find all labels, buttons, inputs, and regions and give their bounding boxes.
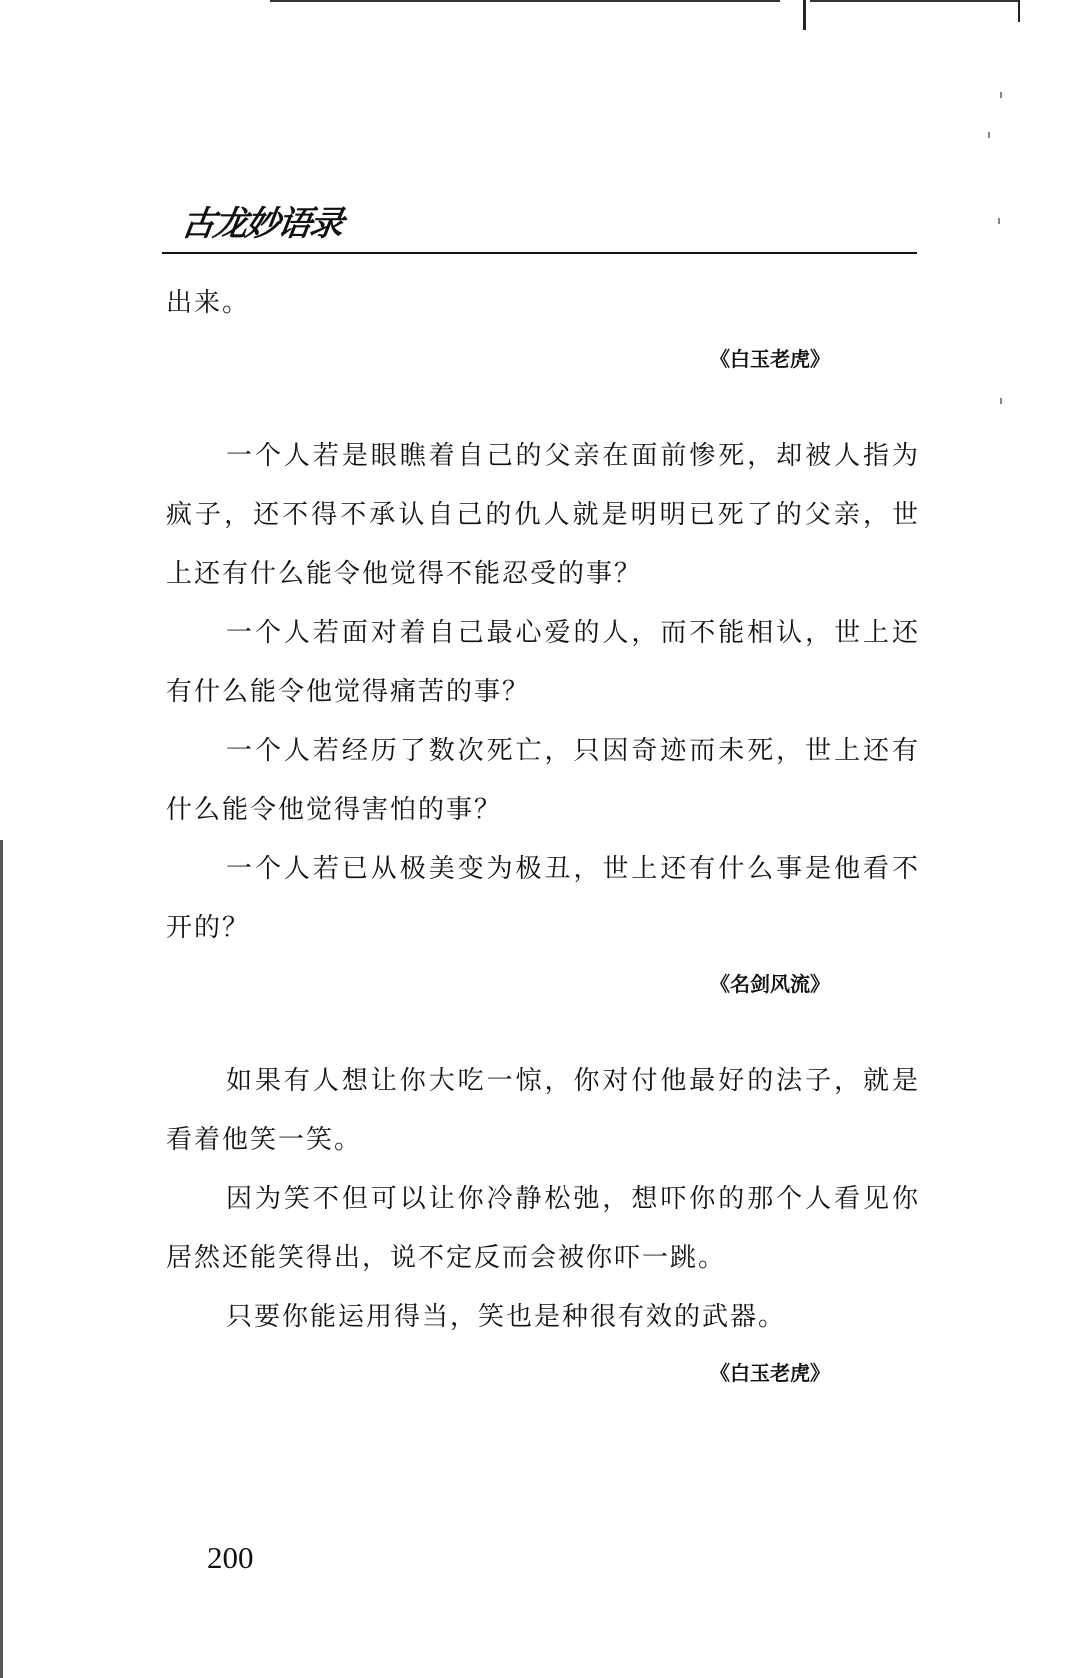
scan-edge-mark: [803, 0, 806, 30]
paragraph: 如果有人想让你大吃一惊，你对付他最好的法子，就是看着他笑一笑。: [166, 1066, 920, 1155]
page-number: 200: [207, 1540, 254, 1575]
running-head-title: 古龙妙语录: [178, 204, 345, 244]
source-citation: 《白玉老虎》: [710, 347, 830, 371]
header-rule: [162, 252, 917, 254]
paragraph: 一个人若面对着自己最心爱的人，而不能相认，世上还有什么能令他觉得痛苦的事？: [166, 618, 920, 707]
source-citation: 《名剑风流》: [710, 972, 830, 996]
scan-edge-line: [270, 0, 780, 2]
paragraph: 出来。: [166, 288, 251, 318]
paragraph: 一个人若经历了数次死亡，只因奇迹而未死，世上还有什么能令他觉得害怕的事？: [166, 736, 920, 825]
source-citation: 《白玉老虎》: [710, 1361, 830, 1385]
paragraph: 因为笑不但可以让你冷静松弛，想吓你的那个人看见你居然还能笑得出，说不定反而会被你吓一跳。: [166, 1184, 920, 1273]
scan-speck: [998, 218, 1000, 224]
scan-edge-mark: [1018, 0, 1020, 22]
page-body: [166, 274, 920, 1399]
scan-speck: [1000, 92, 1002, 98]
scan-edge-line: [810, 0, 1020, 2]
scan-edge-line: [0, 840, 3, 1678]
paragraph: 一个人若已从极美变为极丑，世上还有什么事是他看不开的？: [166, 854, 920, 943]
paragraph: 一个人若是眼瞧着自己的父亲在面前惨死，却被人指为疯子，还不得不承认自己的仇人就是明明已死了的父亲，世上还有什么能令他觉得不能忍受的事？: [166, 441, 920, 589]
scan-speck: [988, 132, 990, 138]
paragraph: 只要你能运用得当，笑也是种很有效的武器。: [226, 1302, 787, 1332]
scan-speck: [1000, 398, 1002, 404]
